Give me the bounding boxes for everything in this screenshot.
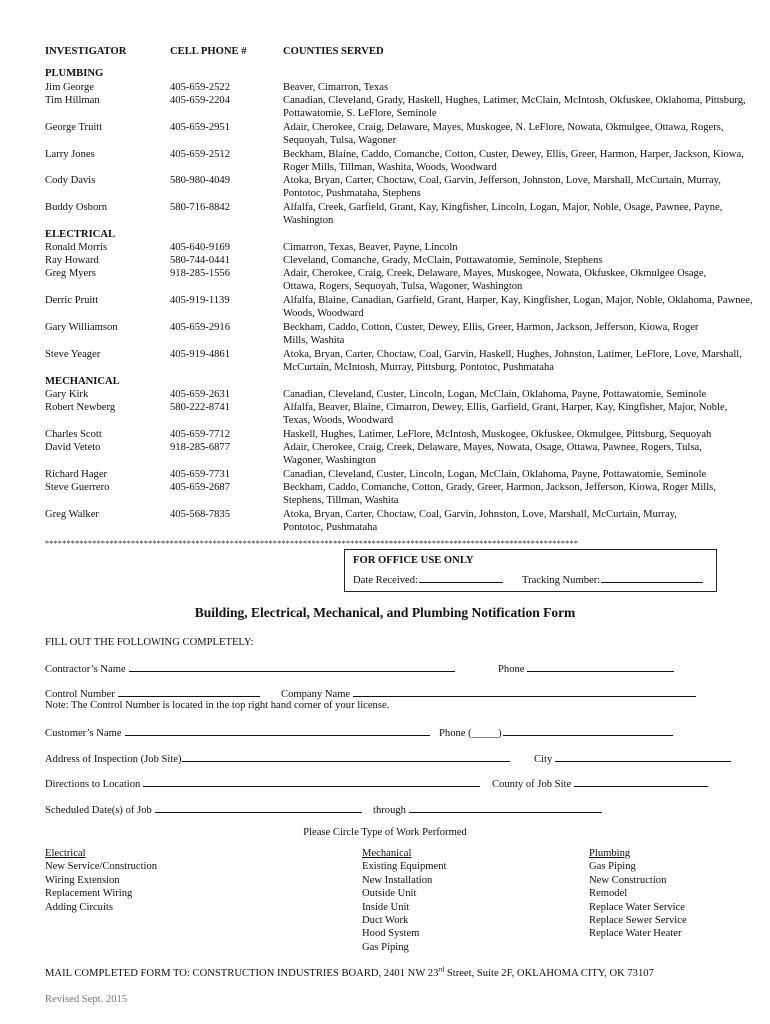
counties-served: Adair, Cherokee, Craig, Creek, Delaware, Mayes, Muskogee, Nowata, Okfuskee, Okmulgee Osage, Ottawa, Rogers, Sequoyah, Tulsa, Wagoner, Washington [283, 268, 707, 293]
work-type-title: Electrical [45, 848, 86, 859]
mail-ordinal: rd [438, 965, 445, 974]
section-electrical: ELECTRICAL [45, 229, 116, 240]
investigator-name: Robert Newberg [45, 402, 116, 413]
section-mechanical: MECHANICAL [45, 376, 120, 387]
work-option[interactable]: New Construction [589, 874, 667, 886]
work-type-plumbing [589, 847, 687, 941]
counties-served: Beckham, Caddo, Cotton, Custer, Dewey, Ellis, Greer, Harmon, Jackson, Jefferson, Kiowa, Roger Mills, Washita [283, 322, 699, 347]
address-label: Address of Inspection (Job Site) [45, 754, 182, 765]
contractor-name-field[interactable] [45, 661, 455, 676]
work-option[interactable]: Existing Equipment [362, 861, 447, 873]
counties-served: Alfalfa, Beaver, Blaine, Cimarron, Dewey, Ellis, Garfield, Grant, Harper, Kay, Kingfisher, Major, Noble, Texas, Woods, Woodward [283, 402, 728, 427]
cell-phone: 405-659-2916 [170, 322, 231, 333]
work-type-electrical [45, 847, 157, 914]
work-option[interactable]: Adding Circuits [45, 901, 113, 913]
work-type-title: Mechanical [362, 848, 412, 859]
counties-served: Alfalfa, Blaine, Canadian, Garfield, Grant, Harper, Kay, Kingfisher, Logan, Major, Noble, Oklahoma, Pawnee, Woods, Woodward [283, 295, 753, 320]
through-label: through [373, 805, 406, 816]
work-option[interactable]: Replace Water Service [589, 901, 686, 913]
mail-suffix: Street, Suite 2F, OKLAHOMA CITY, OK 73107 [444, 968, 654, 979]
scheduled-date-from-field[interactable] [45, 802, 362, 817]
investigator-name: George Truitt [45, 122, 103, 133]
contractor-name-label: Contractor’s Name [45, 664, 126, 675]
contractor-phone-field[interactable] [498, 661, 674, 676]
date-received-label: Date Received: [353, 575, 419, 586]
cell-phone: 918-285-6877 [170, 442, 231, 453]
investigator-name: Gary Kirk [45, 389, 89, 400]
investigator-name: Greg Walker [45, 509, 99, 520]
tracking-number-field[interactable] [522, 572, 703, 587]
customer-name-label: Customer’s Name [45, 728, 122, 739]
counties-served: Cleveland, Comanche, Grady, McClain, Pottawatomie, Seminole, Stephens [283, 255, 603, 266]
cell-phone: 405-659-7712 [170, 429, 231, 440]
work-option[interactable]: Replace Water Heater [589, 928, 682, 940]
investigator-name: Tim Hillman [45, 95, 100, 106]
investigator-name: Jim George [45, 82, 94, 93]
work-option[interactable]: Remodel [589, 888, 628, 900]
cell-phone: 405-659-2512 [170, 149, 231, 160]
revision-date: Revised Sept. 2015 [45, 994, 128, 1005]
office-use-title: FOR OFFICE USE ONLY [353, 555, 474, 566]
investigator-name: Steve Yeager [45, 349, 101, 360]
city-field[interactable] [534, 751, 731, 766]
customer-phone-field[interactable] [439, 725, 673, 740]
circle-prompt: Please Circle Type of Work Performed [303, 827, 467, 838]
mail-prefix: MAIL COMPLETED FORM TO: CONSTRUCTION INDUSTRIES BOARD, 2401 NW 23 [45, 968, 439, 979]
counties-served: Adair, Cherokee, Craig, Delaware, Mayes, Muskogee, N. LeFlore, Nowata, Okmulgee, Ottawa, Rogers, Sequoyah, Tulsa, Wagoner [283, 122, 724, 147]
work-option[interactable]: Gas Piping [589, 861, 636, 873]
scheduled-date-to-field[interactable] [373, 802, 602, 817]
work-option[interactable]: Hood System [362, 928, 420, 940]
work-type-title: Plumbing [589, 848, 631, 859]
investigator-name: Ronald Morris [45, 242, 108, 253]
control-number-note: Note: The Control Number is located in the top right hand corner of your license. [45, 700, 390, 711]
cell-phone: 405-659-2687 [170, 482, 231, 493]
investigator-name: Gary Williamson [45, 322, 118, 333]
directions-label: Directions to Location [45, 779, 141, 790]
customer-phone-label: Phone (_____) [439, 728, 502, 739]
work-type-mechanical [362, 847, 446, 954]
investigator-name: Greg Myers [45, 268, 96, 279]
county-label: County of Job Site [492, 779, 572, 790]
office-use-box [344, 549, 717, 592]
investigator-name: Larry Jones [45, 149, 95, 160]
investigator-name: Derric Pruitt [45, 295, 99, 306]
mailing-address [45, 967, 654, 980]
customer-name-field[interactable] [45, 725, 430, 740]
work-option[interactable]: Duct Work [362, 914, 409, 926]
investigator-name: Ray Howard [45, 255, 99, 266]
cell-phone: 405-568-7835 [170, 509, 231, 520]
cell-phone: 405-659-2951 [170, 122, 231, 133]
counties-served: Haskell, Hughes, Latimer, LeFlore, McIntosh, Muskogee, Okfuskee, Okmulgee, Pittsburg, Sequoyah [283, 429, 712, 440]
counties-served: Beaver, Cimarron, Texas [283, 82, 389, 93]
scheduled-label: Scheduled Date(s) of Job [45, 805, 152, 816]
work-option[interactable]: Wiring Extension [45, 874, 120, 886]
counties-served: Adair, Cherokee, Craig, Creek, Delaware, Mayes, Nowata, Osage, Ottawa, Pawnee, Rogers, Tulsa, Wagoner, Washington [283, 442, 702, 467]
investigator-name: Richard Hager [45, 469, 108, 480]
cell-phone: 918-285-1556 [170, 268, 231, 279]
separator-stars: **************************************************************************************************************************** [45, 539, 579, 548]
city-label: City [534, 754, 553, 765]
work-option[interactable]: Replace Sewer Service [589, 914, 687, 926]
counties-served: Atoka, Bryan, Carter, Choctaw, Coal, Garvin, Johnston, Love, Marshall, McCurtain, Murray, Pontotoc, Pushmataha [283, 509, 677, 534]
address-field[interactable] [45, 751, 510, 766]
tracking-number-label: Tracking Number: [522, 575, 601, 586]
counties-served: Atoka, Bryan, Carter, Choctaw, Coal, Garvin, Jefferson, Johnston, Love, Marshall, McCurtain, Murray, Pontotoc, Pushmataha, Stephens [283, 175, 721, 200]
cell-phone: 405-659-2522 [170, 82, 231, 93]
counties-served: Atoka, Bryan, Carter, Choctaw, Coal, Garvin, Haskell, Hughes, Johnston, Latimer, LeFlore, Love, Marshall, McCurtain, McIntosh, Murray, Pittsburg, Pontotoc, Pushmataha [283, 349, 742, 374]
section-plumbing: PLUMBING [45, 68, 104, 79]
work-option[interactable]: Replacement Wiring [45, 888, 133, 900]
header-counties: COUNTIES SERVED [283, 46, 384, 57]
counties-served: Canadian, Cleveland, Grady, Haskell, Hughes, Latimer, McClain, McIntosh, Okfuskee, Oklahoma, Pittsburg, Pottawatomie, S. LeFlore, Seminole [283, 95, 746, 120]
work-option[interactable]: Gas Piping [362, 941, 409, 953]
cell-phone: 580-222-8741 [170, 402, 231, 413]
work-option[interactable]: Inside Unit [362, 901, 410, 913]
investigator-name: Buddy Osborn [45, 202, 108, 213]
counties-served: Alfalfa, Creek, Garfield, Grant, Kay, Kingfisher, Lincoln, Logan, Major, Noble, Osage, Pawnee, Payne, Washington [283, 202, 723, 227]
work-option[interactable]: Outside Unit [362, 888, 417, 900]
form-title: Building, Electrical, Mechanical, and Plumbing Notification Form [194, 605, 576, 620]
investigator-name: Cody Davis [45, 175, 96, 186]
cell-phone: 580-980-4049 [170, 175, 231, 186]
counties-served: Beckham, Blaine, Caddo, Comanche, Cotton, Custer, Dewey, Ellis, Greer, Harmon, Harper, Jackson, Kiowa, Roger Mills, Tillman, Washita, Woods, Woodward [283, 149, 744, 174]
counties-served: Canadian, Cleveland, Custer, Lincoln, Logan, McClain, Oklahoma, Payne, Pottawatomie, Seminole [283, 389, 707, 400]
cell-phone: 405-640-9169 [170, 242, 231, 253]
cell-phone: 405-919-4861 [170, 349, 231, 360]
county-field[interactable] [492, 776, 708, 791]
instruction-text: FILL OUT THE FOLLOWING COMPLETELY: [45, 637, 254, 648]
work-option[interactable]: New Installation [362, 874, 433, 886]
counties-served: Canadian, Cleveland, Custer, Lincoln, Logan, McClain, Oklahoma, Payne, Pottawatomie, Seminole [283, 469, 707, 480]
cell-phone: 580-744-0441 [170, 255, 231, 266]
investigator-name: Steve Guerrero [45, 482, 110, 493]
investigator-name: David Veteto [45, 442, 101, 453]
header-cell-phone: CELL PHONE # [170, 46, 247, 57]
header-investigator: INVESTIGATOR [45, 46, 127, 57]
directions-field[interactable] [45, 776, 480, 791]
counties-served: Cimarron, Texas, Beaver, Payne, Lincoln [283, 242, 458, 253]
date-received-field[interactable] [353, 572, 503, 587]
cell-phone: 405-659-7731 [170, 469, 231, 480]
counties-served: Beckham, Caddo, Comanche, Cotton, Grady, Greer, Harmon, Jackson, Jefferson, Kiowa, Roger Mills, Stephens, Tillman, Washita [283, 482, 716, 507]
investigator-name: Charles Scott [45, 429, 102, 440]
cell-phone: 580-716-8842 [170, 202, 231, 213]
work-option[interactable]: New Service/Construction [45, 861, 158, 873]
contractor-phone-label: Phone [498, 664, 525, 675]
cell-phone: 405-659-2204 [170, 95, 231, 106]
company-name-label: Company Name [281, 689, 351, 700]
control-number-label: Control Number [45, 689, 115, 700]
cell-phone: 405-919-1139 [170, 295, 230, 306]
cell-phone: 405-659-2631 [170, 389, 231, 400]
